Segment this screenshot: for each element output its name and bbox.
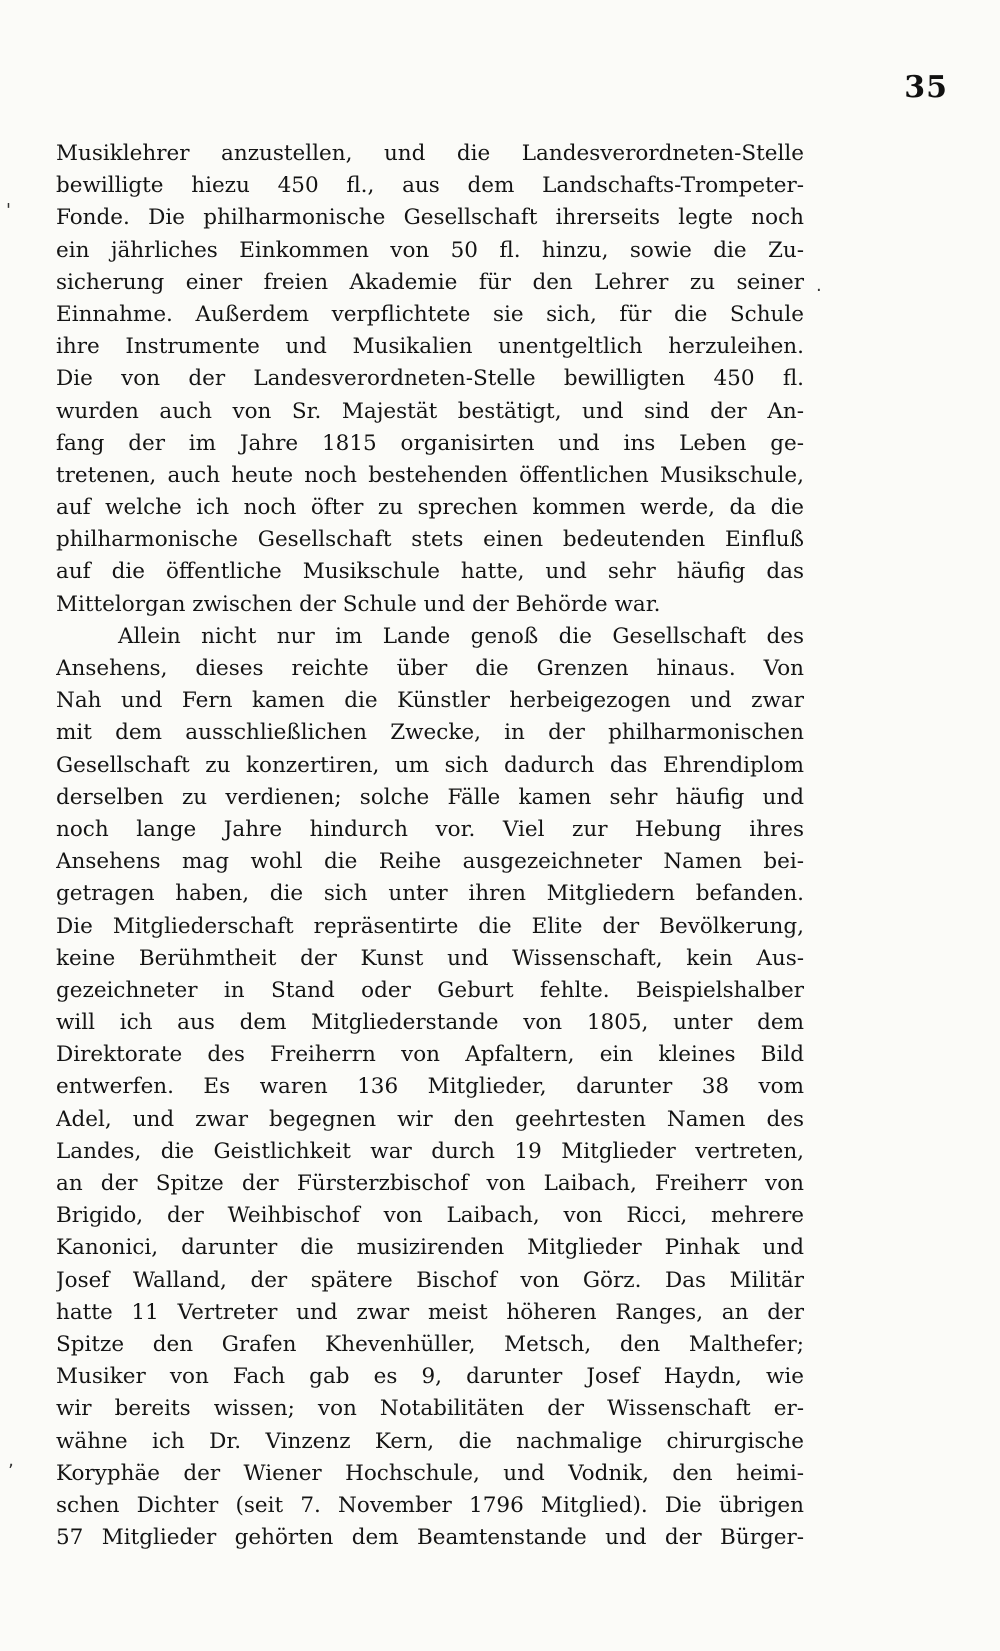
text-line: Landes, die Geistlichkeit war durch 19 Mitglieder vertreten, (56, 1138, 804, 1164)
text-line: Brigido, der Weihbischof von Laibach, von Ricci, mehrere (56, 1203, 804, 1229)
text-line-paragraph-start: Allein nicht nur im Lande genoß die Gesellschaft des (118, 623, 804, 649)
text-line: Einnahme. Außerdem verpflichtete sie sich, für die Schule (56, 301, 804, 327)
text-line: noch lange Jahre hindurch vor. Viel zur Hebung ihres (56, 816, 804, 842)
margin-mark-left-bottom: ‚ (8, 1450, 14, 1471)
text-line: an der Spitze der Fürsterzbischof von Laibach, Freiherr von (56, 1171, 804, 1196)
text-line: ihre Instrumente und Musikalien unentgeltlich herzuleihen. (56, 334, 804, 360)
margin-mark-right: · (816, 280, 822, 301)
text-line: Koryphäe der Wiener Hochschule, und Vodnik, den heimi- (56, 1460, 804, 1486)
text-line: entwerfen. Es waren 136 Mitglieder, darunter 38 vom (56, 1074, 804, 1100)
text-line: Gesellschaft zu konzertiren, um sich dadurch das Ehrendiplom (56, 752, 804, 778)
text-line: keine Berühmtheit der Kunst und Wissenschaft, kein Aus- (56, 945, 804, 971)
text-line: Mittelorgan zwischen der Schule und der Behörde war. (56, 591, 661, 617)
text-line: philharmonische Gesellschaft stets einen bedeutenden Einfluß (56, 527, 804, 553)
text-line: fang der im Jahre 1815 organisirten und ins Leben ge- (56, 430, 804, 456)
text-line: auf welche ich noch öfter zu sprechen kommen werde, da die (56, 495, 804, 521)
margin-mark-left-top: ' (6, 200, 11, 221)
text-line: hatte 11 Vertreter und zwar meist höheren Ranges, an der (56, 1299, 804, 1325)
text-line: wir bereits wissen; von Notabilitäten der Wissenschaft er- (56, 1396, 804, 1422)
text-line: gezeichneter in Stand oder Geburt fehlte. Beispielshalber (56, 977, 804, 1003)
page-number: 35 (904, 70, 948, 105)
text-line: will ich aus dem Mitgliederstande von 1805, unter dem (56, 1010, 804, 1036)
text-line: Adel, und zwar begegnen wir den geehrtesten Namen des (56, 1106, 804, 1132)
text-line: Josef Walland, der spätere Bischof von Görz. Das Militär (56, 1267, 804, 1293)
text-line: Ansehens, dieses reichte über die Grenzen hinaus. Von (56, 656, 804, 681)
text-line: derselben zu verdienen; solche Fälle kamen sehr häufig und (56, 784, 804, 810)
body-text (56, 138, 804, 1554)
text-line: Die Mitgliederschaft repräsentirte die Elite der Bevölkerung, (56, 913, 804, 939)
text-line: Fonde. Die philharmonische Gesellschaft ihrerseits legte noch (56, 205, 804, 231)
text-line: Nah und Fern kamen die Künstler herbeigezogen und zwar (56, 688, 804, 714)
text-line: Musiklehrer anzustellen, und die Landesverordneten-Stelle (56, 141, 804, 166)
text-line: Kanonici, darunter die musizirenden Mitglieder Pinhak und (56, 1235, 804, 1261)
text-line: schen Dichter (seit 7. November 1796 Mitglied). Die übrigen (56, 1492, 804, 1518)
text-line: 57 Mitglieder gehörten dem Beamtenstande und der Bürger- (56, 1525, 804, 1551)
text-line: bewilligte hiezu 450 fl., aus dem Landschafts-Trompeter- (56, 173, 804, 199)
text-line: Die von der Landesverordneten-Stelle bewilligten 450 fl. (56, 366, 804, 392)
text-line: getragen haben, die sich unter ihren Mitgliedern befanden. (56, 881, 804, 907)
text-line: ein jährliches Einkommen von 50 fl. hinzu, sowie die Zu- (56, 237, 804, 263)
text-line: sicherung einer freien Akademie für den Lehrer zu seiner (56, 269, 804, 295)
text-line: wurden auch von Sr. Majestät bestätigt, und sind der An- (56, 398, 804, 424)
text-line: tretenen, auch heute noch bestehenden öffentlichen Musikschule, (56, 462, 804, 488)
text-line: Spitze den Grafen Khevenhüller, Metsch, den Malthefer; (56, 1331, 804, 1357)
text-line: Direktorate des Freiherrn von Apfaltern, ein kleines Bild (56, 1042, 804, 1068)
text-line: Ansehens mag wohl die Reihe ausgezeichneter Namen bei- (56, 849, 804, 875)
text-line: wähne ich Dr. Vinzenz Kern, die nachmalige chirurgische (56, 1428, 804, 1454)
text-line: auf die öffentliche Musikschule hatte, und sehr häufig das (56, 559, 804, 585)
text-line: mit dem ausschließlichen Zwecke, in der philharmonischen (56, 720, 804, 746)
text-line: Musiker von Fach gab es 9, darunter Josef Haydn, wie (56, 1364, 804, 1390)
